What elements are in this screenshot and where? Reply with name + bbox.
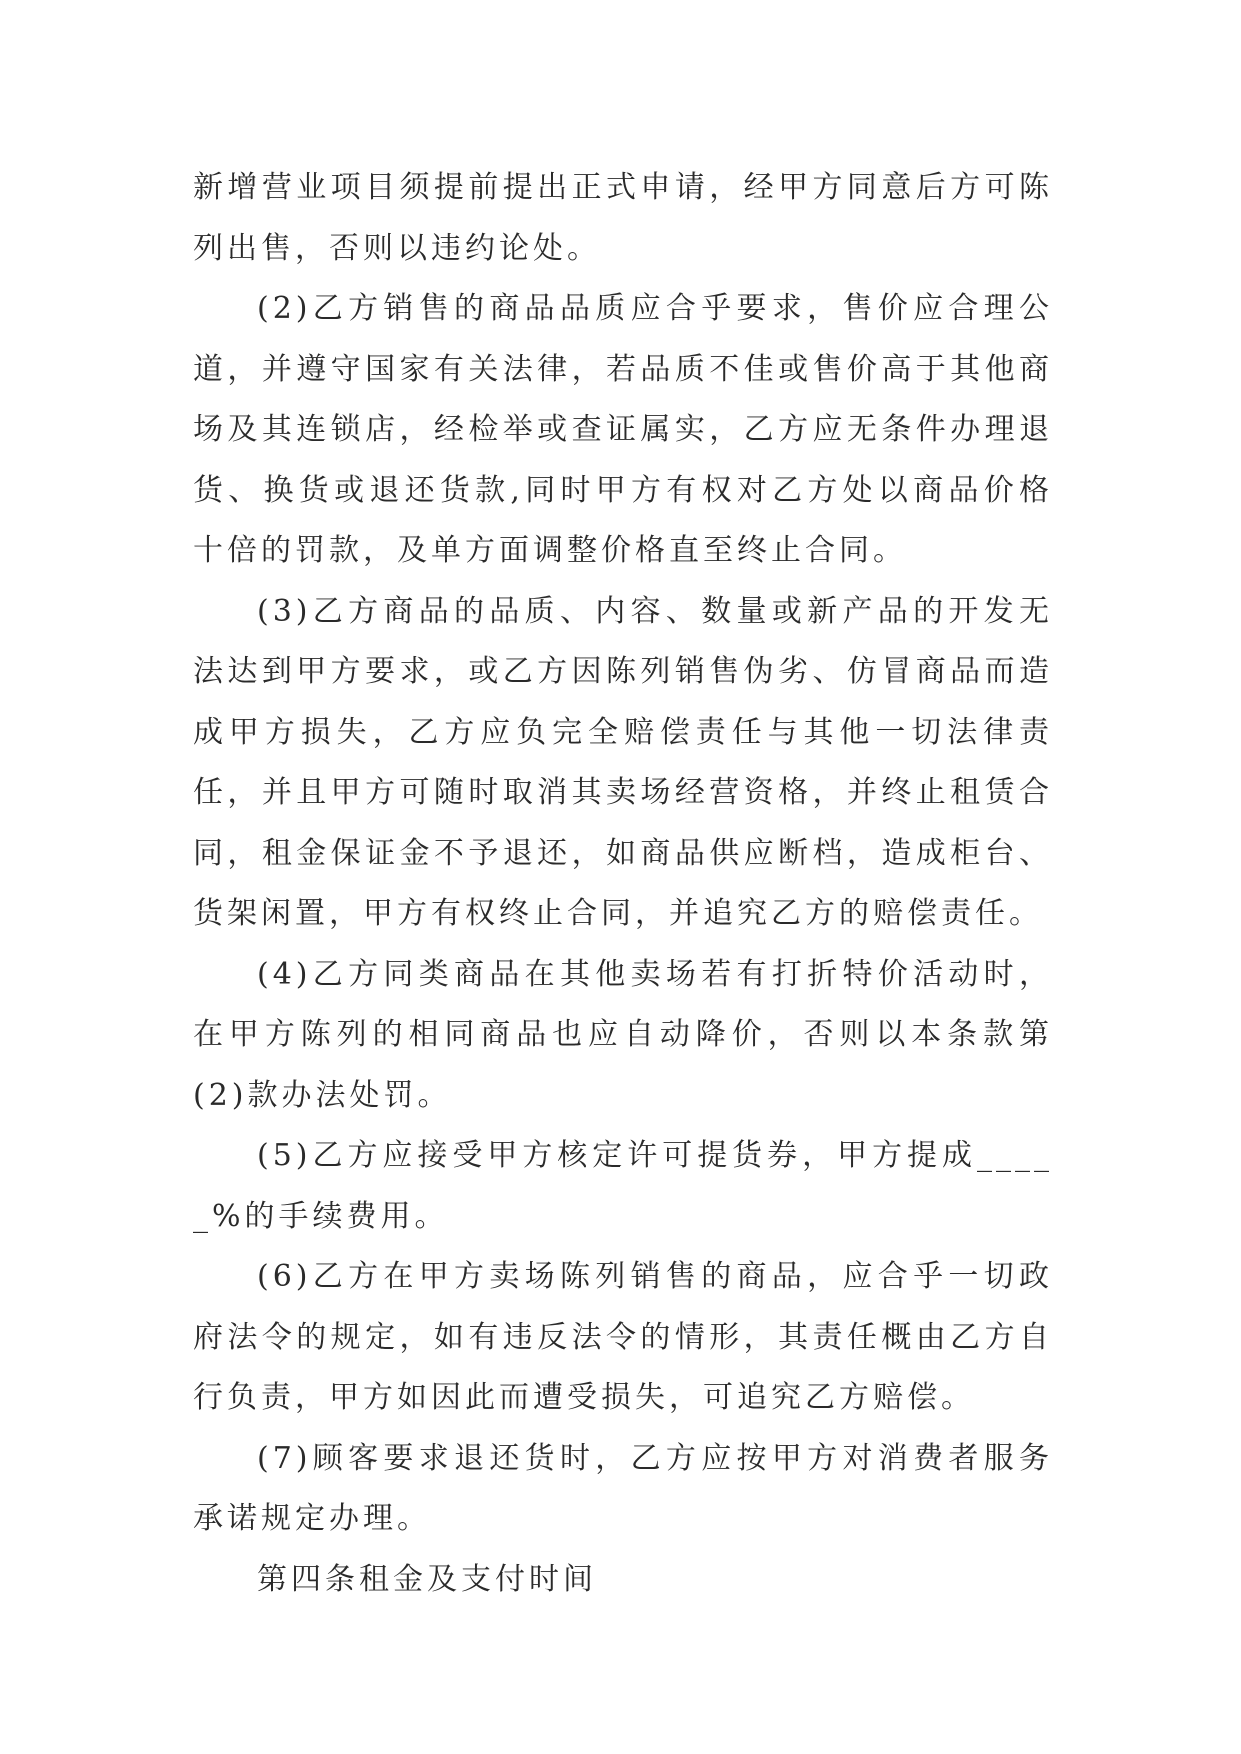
section-heading-article-4: 第四条租金及支付时间 xyxy=(257,1561,597,1597)
document-body xyxy=(193,158,1053,1610)
paragraph-clause-7: (7)顾客要求退还货时，乙方应按甲方对消费者服务承诺规定办理。 xyxy=(193,1440,1053,1536)
paragraph-clause-2: (2)乙方销售的商品品质应合乎要求，售价应合理公道，并遵守国家有关法律，若品质不佳或售价高于其他商场及其连锁店，经检举或查证属实，乙方应无条件办理退货、换货或退还货款,同时甲方有权对乙方处以商品价格十倍的罚款，及单方面调整价格直至终止合同。 xyxy=(193,291,1053,568)
paragraph-clause-5: (5)乙方应接受甲方核定许可提货券，甲方提成_____%的手续费用。 xyxy=(193,1138,1053,1234)
paragraph-clause-4: (4)乙方同类商品在其他卖场若有打折特价活动时，在甲方陈列的相同商品也应自动降价，否则以本条款第(2)款办法处罚。 xyxy=(193,956,1053,1113)
paragraph-continuation: 新增营业项目须提前提出正式申请，经甲方同意后方可陈列出售，否则以违约论处。 xyxy=(193,170,1053,266)
paragraph-clause-3: (3)乙方商品的品质、内容、数量或新产品的开发无法达到甲方要求，或乙方因陈列销售伪劣、仿冒商品而造成甲方损失，乙方应负完全赔偿责任与其他一切法律责任，并且甲方可随时取消其卖场经营资格，并终止租赁合同，租金保证金不予退还，如商品供应断档，造成柜台、货架闲置，甲方有权终止合同，并追究乙方的赔偿责任。 xyxy=(193,593,1053,931)
paragraph-clause-6: (6)乙方在甲方卖场陈列销售的商品，应合乎一切政府法令的规定，如有违反法令的情形，其责任概由乙方自行负责，甲方如因此而遭受损失，可追究乙方赔偿。 xyxy=(193,1259,1053,1415)
